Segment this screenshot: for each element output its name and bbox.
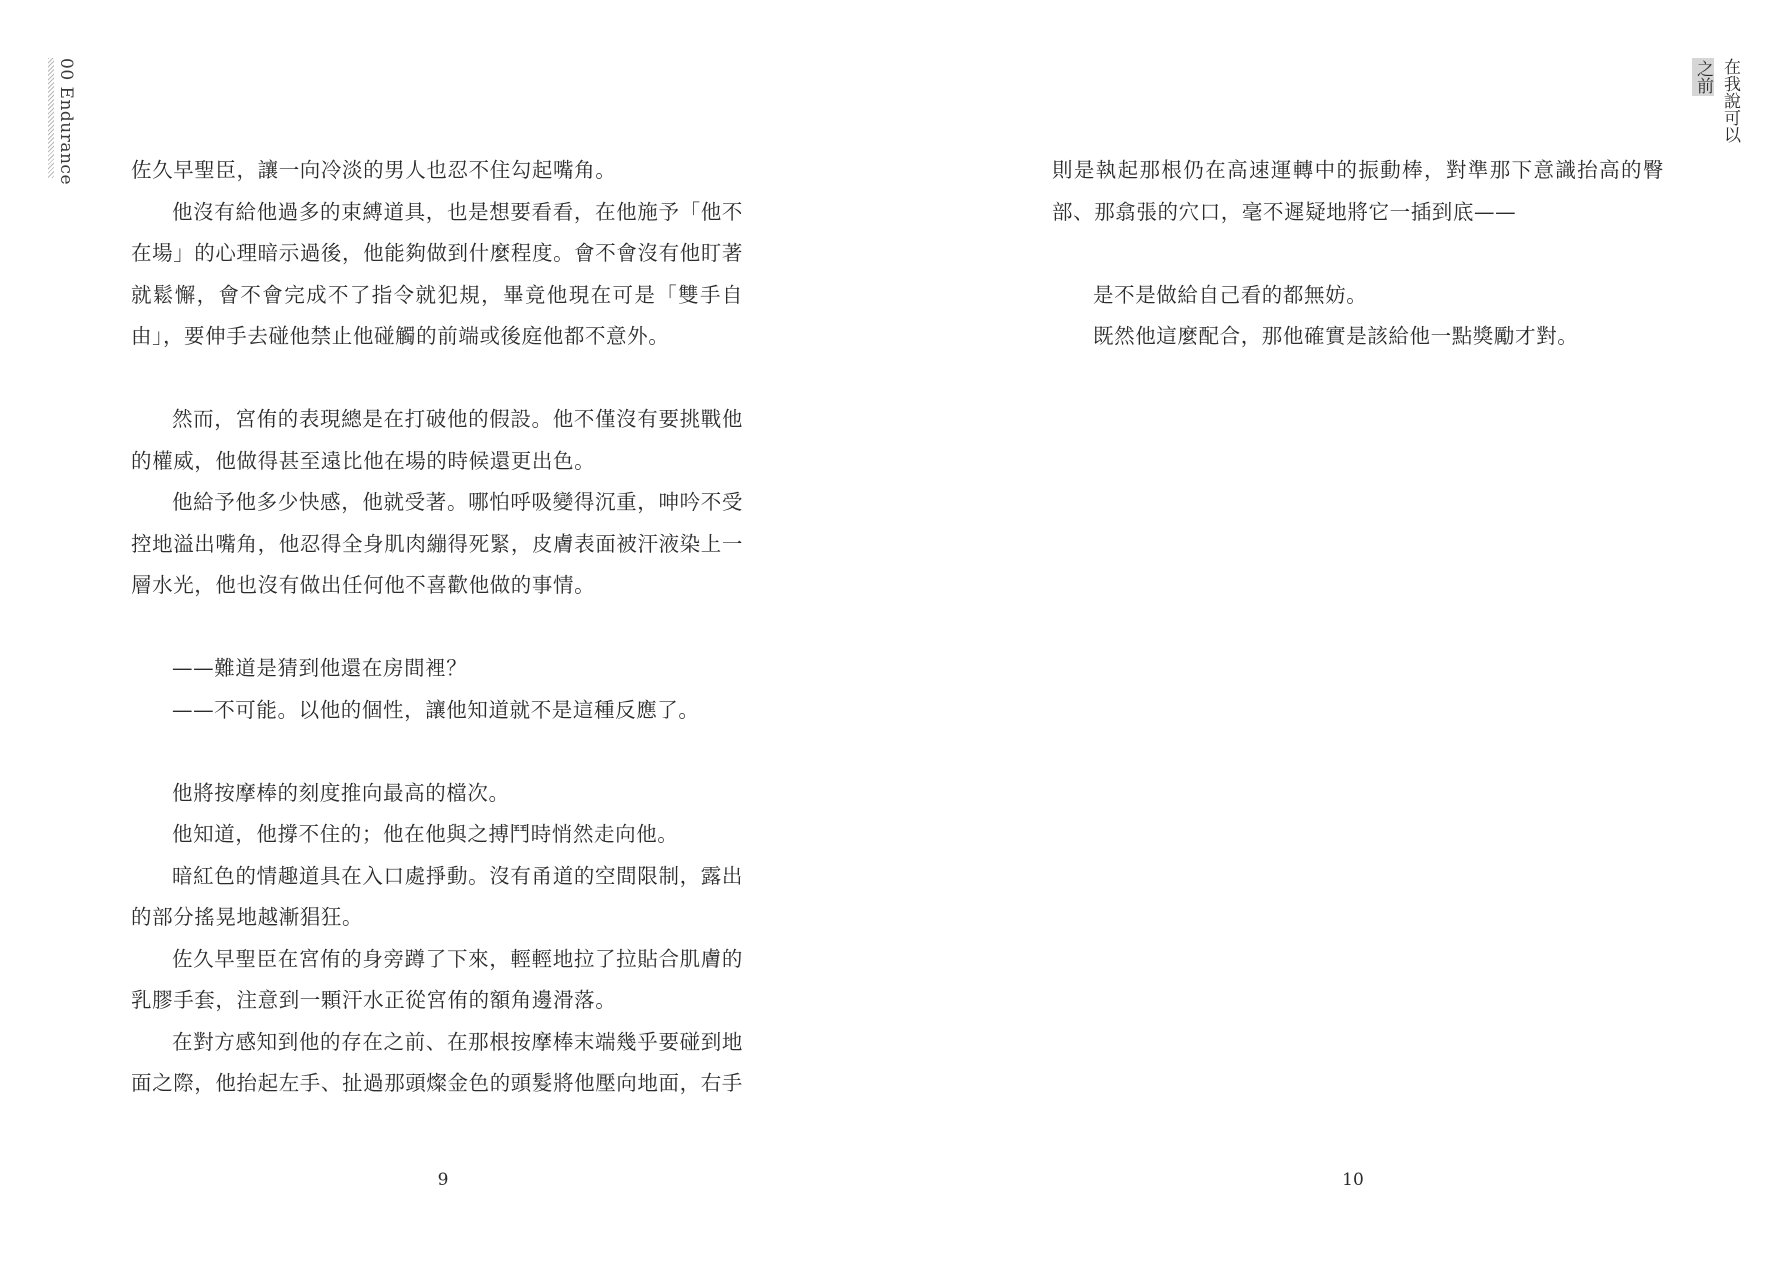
left-page-number: 9 bbox=[437, 1170, 449, 1190]
paragraph: 在對方感知到他的存在之前、在那根按摩棒末端幾乎要碰到地面之際，他抬起左手、扯過那頭燦金色的頭髮將他壓向地面，右手 bbox=[131, 1029, 743, 1095]
paragraph: 暗紅色的情趣道具在入口處掙動。沒有甬道的空間限制，露出的部分搖晃地越漸猖狂。 bbox=[131, 863, 743, 929]
paragraph-gap bbox=[131, 358, 743, 400]
right-page-body bbox=[1052, 150, 1664, 358]
paragraph: 佐久早聖臣，讓一向冷淡的男人也忍不住勾起嘴角。 bbox=[131, 158, 617, 182]
paragraph: ——難道是猜到他還在房間裡？ bbox=[172, 656, 468, 680]
paragraph: 他將按摩棒的刻度推向最高的檔次。 bbox=[172, 780, 510, 805]
paragraph: 他給予他多少快感，他就受著。哪怕呼吸變得沉重，呻吟不受控地溢出嘴角，他忍得全身肌肉繃得死緊，皮膚表面被汗液染上一層水光，他也沒有做出任何他不喜歡他做的事情。 bbox=[131, 490, 743, 597]
paragraph: 佐久早聖臣在宮侑的身旁蹲了下來，輕輕地拉了拉貼合肌膚的乳膠手套，注意到一顆汗水正從宮侑的額角邊滑落。 bbox=[131, 946, 743, 1012]
right-page-number: 10 bbox=[1342, 1170, 1364, 1190]
paragraph-gap bbox=[131, 607, 743, 649]
left-running-header-text: 00 Endurance bbox=[56, 58, 76, 186]
header-hatch-decoration bbox=[48, 58, 54, 178]
paragraph-gap bbox=[1052, 233, 1664, 275]
paragraph-gap bbox=[131, 731, 743, 773]
right-running-header bbox=[1680, 58, 1740, 154]
paragraph: 既然他這麼配合，那他確實是該給他一點獎勵才對。 bbox=[1093, 324, 1579, 348]
paragraph: 他沒有給他過多的束縛道具，也是想要看看，在他施予「他不在場」的心理暗示過後，他能夠做到什麼程度。會不會沒有他盯著就鬆懈，會不會完成不了指令就犯規，畢竟他現在可是「雙手自由」，要伸手去碰他禁止他碰觸的前端或後庭他都不意外。 bbox=[131, 199, 743, 348]
paragraph: 則是執起那根仍在高速運轉中的振動棒，對準那下意識抬高的臀部、那翕張的穴口，毫不遲疑地將它一插到底—— bbox=[1052, 158, 1664, 224]
paragraph: ——不可能。以他的個性，讓他知道就不是這種反應了。 bbox=[172, 697, 700, 722]
right-running-header-title: 在我說可以 bbox=[1720, 58, 1740, 143]
paragraph: 他知道，他撐不住的；他在他與之搏鬥時悄然走向他。 bbox=[172, 822, 679, 846]
right-running-header-subtitle: 之前 bbox=[1693, 60, 1713, 94]
paragraph: 然而，宮侑的表現總是在打破他的假設。他不僅沒有要挑戰他的權威，他做得甚至遠比他在場的時候還更出色。 bbox=[131, 407, 743, 473]
left-running-header bbox=[48, 58, 76, 186]
left-page-body bbox=[131, 150, 743, 1105]
paragraph: 是不是做給自己看的都無妨。 bbox=[1093, 282, 1368, 307]
